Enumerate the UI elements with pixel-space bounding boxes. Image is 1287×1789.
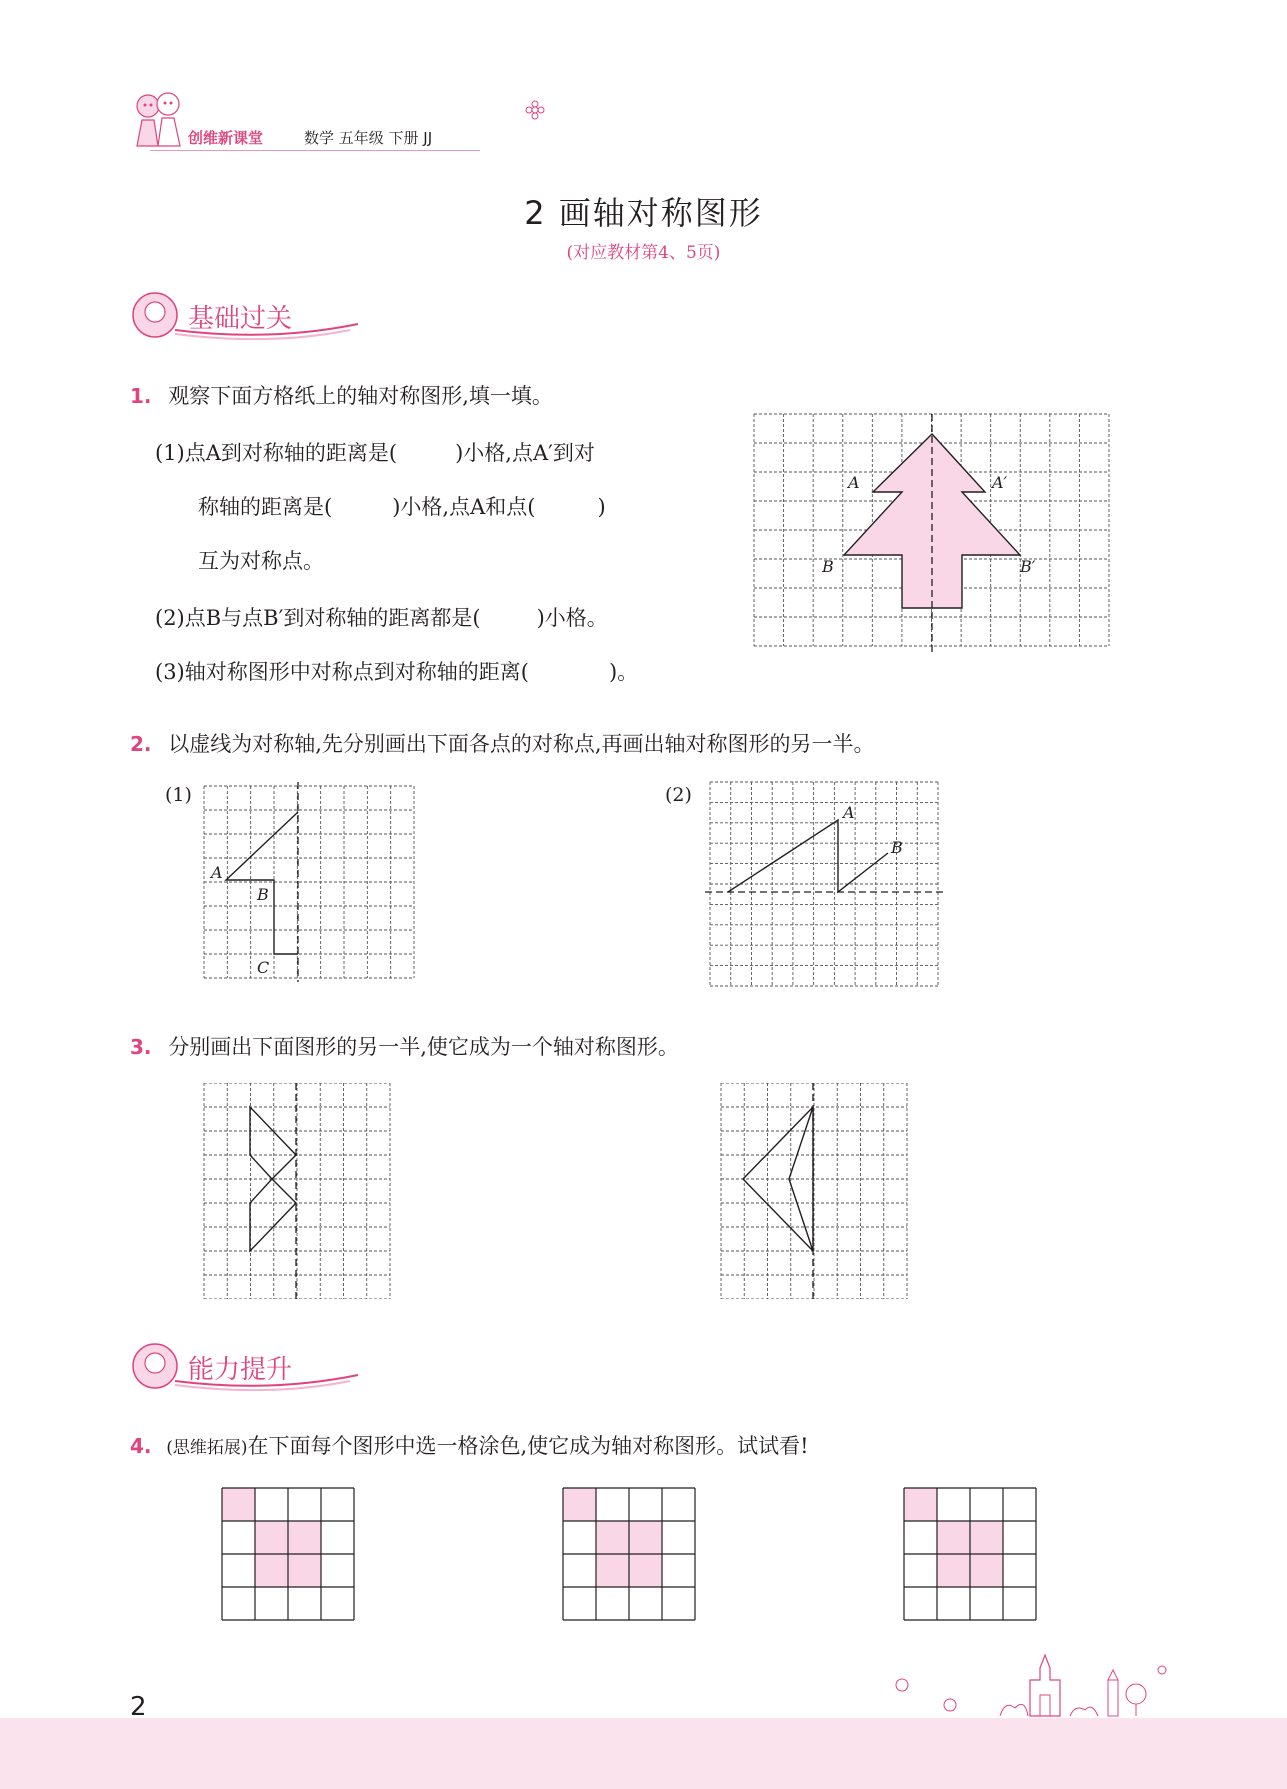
section-basic-title: 基础过关: [188, 304, 293, 334]
q2-fig1-label-b: B: [257, 885, 269, 904]
q4-shaded-cell: [937, 1521, 970, 1554]
q2-fig1-label-c: C: [257, 958, 270, 977]
q4-grid-1: [220, 1486, 356, 1622]
q1-part1-line2: [198, 491, 606, 521]
q4-shaded-cell: [255, 1554, 288, 1587]
section-advanced-title: 能力提升: [188, 1355, 293, 1385]
header-divider: [150, 150, 480, 151]
q4-grid-2: [561, 1486, 697, 1622]
q4-shaded-cell: [904, 1488, 937, 1521]
q2-fig1-shape: [226, 812, 298, 954]
q1-part3-text-a: (3)轴对称图形中对称点到对称轴的距离(: [155, 660, 529, 684]
header-book-info: 数学 五年级 下册 JJ: [304, 129, 433, 147]
q1-part1-line3: [198, 545, 324, 575]
q2-number: 2.: [130, 732, 152, 756]
q1-number: 1.: [130, 384, 152, 408]
q1-prompt: [130, 380, 553, 410]
q1-grid-figure: [752, 410, 1117, 660]
q4-shaded-cell: [222, 1488, 255, 1521]
q2-grid-figure-2: [705, 780, 945, 988]
q4-shaded-cell: [629, 1554, 662, 1587]
flower-decoration-icon: [525, 100, 545, 120]
q4-shaded-cell: [596, 1554, 629, 1587]
q1-part2-line: [155, 602, 608, 632]
q4-shaded-cell: [970, 1521, 1003, 1554]
q4-prompt: [130, 1430, 809, 1460]
q4-shaded-cell: [563, 1488, 596, 1521]
footer-band: [0, 1718, 1287, 1789]
q4-shaded-cell: [970, 1554, 1003, 1587]
q1-part1-text-b: )小格,点A′到对: [455, 441, 595, 465]
q1-part2-text-a: (2)点B与点B′到对称轴的距离都是(: [155, 606, 481, 630]
q3-grid-figure-1: [202, 1083, 392, 1299]
kids-mascot-logo: [128, 88, 188, 154]
q3-number: 3.: [130, 1035, 152, 1059]
q2-prompt: [130, 728, 875, 758]
q4-text: 在下面每个图形中选一格涂色,使它成为轴对称图形。试试看!: [247, 1434, 809, 1458]
q4-shaded-cell: [288, 1554, 321, 1587]
header-brand: 创维新课堂: [188, 129, 264, 147]
q1-part1-text-a: (1)点A到对称轴的距离是(: [155, 441, 398, 465]
q1-label-b: B: [822, 557, 834, 576]
q4-number: 4.: [130, 1434, 152, 1458]
q1-part3-text-b: )。: [608, 660, 639, 684]
q2-fig2-shape: [728, 820, 888, 892]
q4-shaded-cell: [255, 1521, 288, 1554]
q2-fig2-label-a: A: [843, 803, 855, 822]
page-subtitle: (对应教材第4、5页): [566, 243, 721, 263]
q1-part1-text-d: )小格,点A和点(: [392, 495, 536, 519]
q2-fig2-label-b: B: [891, 838, 903, 857]
q2-text: 以虚线为对称轴,先分别画出下面各点的对称点,再画出轴对称图形的另一半。: [168, 732, 875, 756]
q1-part1-line1: [155, 437, 595, 467]
q1-part1-text-f: 互为对称点。: [198, 549, 324, 573]
q2-fig1-label-a: A: [211, 863, 223, 882]
section-basic-header: [130, 290, 360, 340]
q4-tag: (思维拓展): [166, 1438, 248, 1458]
q1-part2-text-b: )小格。: [536, 606, 608, 630]
q1-label-a: A: [848, 473, 860, 492]
q1-label-a-prime: A′: [992, 473, 1008, 492]
page-title: 2 画轴对称图形: [524, 194, 763, 232]
q3-prompt: [130, 1031, 679, 1061]
q2-grid-figure-1: [202, 782, 417, 982]
q1-part1-text-c: 称轴的距离是(: [198, 495, 333, 519]
q1-label-b-prime: B′: [1020, 557, 1036, 576]
q2-sub2-label: (2): [665, 784, 692, 806]
q1-part3-line: [155, 656, 638, 686]
q4-shaded-cell: [288, 1521, 321, 1554]
q3-text: 分别画出下面图形的另一半,使它成为一个轴对称图形。: [168, 1035, 679, 1059]
castle-decoration-icon: [880, 1650, 1170, 1720]
q4-shaded-cell: [629, 1521, 662, 1554]
page-number: 2: [130, 1692, 147, 1722]
q3-grid-figure-2: [719, 1083, 909, 1299]
q1-part1-text-e: ): [597, 495, 606, 519]
q4-shaded-cell: [937, 1554, 970, 1587]
section-advanced-header: [130, 1341, 360, 1391]
q2-sub1-label: (1): [165, 784, 192, 806]
q1-text: 观察下面方格纸上的轴对称图形,填一填。: [168, 384, 553, 408]
q4-shaded-cell: [596, 1521, 629, 1554]
q4-grid-3: [902, 1486, 1038, 1622]
